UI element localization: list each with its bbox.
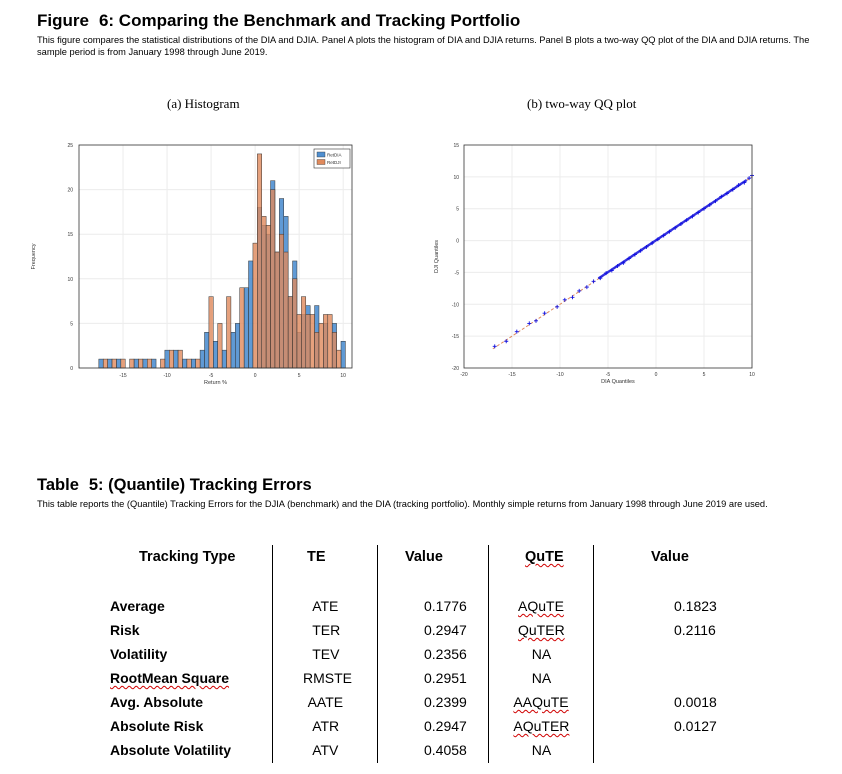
table-divider	[488, 545, 489, 763]
header-tracking-type: Tracking Type	[139, 549, 236, 565]
row-tracking-type: Avg. Absolute	[110, 694, 204, 710]
x-tick-label: -5	[605, 372, 611, 378]
row-qvalue: 0.0127	[674, 718, 717, 734]
y-tick-label: 0	[70, 366, 73, 372]
table-caption: This table reports the (Quantile) Tracking Errors for the DJIA (benchmark) and the DIA (tracking portfolio). Monthly simple returns from January 1998 through June 2019 are used.	[37, 499, 768, 509]
legend-label: RetDJI	[327, 160, 341, 165]
table-title-text: 5: (Quantile) Tracking Errors	[88, 476, 312, 494]
row-value: 0.2947	[424, 622, 467, 638]
panel-a-label: (a) Histogram	[167, 96, 240, 111]
row-value: 0.2947	[424, 718, 467, 734]
header-qute: QuTE	[525, 549, 564, 565]
x-tick-label: 10	[749, 372, 755, 378]
y-tick-label: 20	[67, 187, 73, 194]
row-te: TEV	[312, 646, 340, 662]
x-tick-label: 5	[702, 372, 706, 378]
row-value: 0.2399	[424, 694, 467, 710]
y-axis-label: DJI Quantiles	[434, 239, 440, 274]
x-tick-label: 0	[654, 372, 658, 378]
table-divider	[377, 545, 378, 763]
row-tracking-type: RootMean Square	[110, 670, 230, 686]
row-tracking-type: Absolute Volatility	[110, 742, 232, 758]
figure-caption: This figure compares the statistical distributions of the DIA and DJIA. Panel A plots the histogram of DIA and DJIA returns. Panel B plots a two-way QQ plot of the DIA and DJIA returns. The sample period is from January 1998 through June 2019.	[37, 35, 810, 57]
table-title	[37, 476, 312, 495]
row-te: ATE	[312, 598, 339, 614]
y-tick-label: 15	[67, 232, 73, 239]
y-tick-label: 5	[456, 206, 459, 213]
y-tick-label: 10	[67, 276, 73, 283]
x-tick-label: -5	[208, 373, 214, 379]
row-qute: AAQuTE	[513, 694, 569, 710]
row-te: ATR	[312, 718, 340, 734]
row-tracking-type: Risk	[110, 622, 140, 638]
y-tick-label: -10	[451, 302, 459, 309]
row-qvalue: 0.2116	[674, 622, 716, 638]
y-tick-label: 5	[70, 321, 73, 328]
y-tick-label: 10	[453, 174, 459, 181]
x-tick-label: -20	[460, 372, 468, 378]
x-axis-label: Return %	[204, 380, 227, 386]
header-value: Value	[405, 549, 443, 565]
row-tracking-type: Average	[110, 598, 165, 614]
y-tick-label: 25	[67, 143, 73, 149]
x-axis-label: DIA Quantiles	[601, 379, 635, 385]
row-te: ATV	[312, 742, 339, 758]
row-qute: QuTER	[518, 622, 565, 638]
figure-title-word: Figure	[37, 11, 89, 30]
row-value: 0.4058	[424, 742, 467, 758]
x-tick-label: -15	[508, 372, 516, 378]
row-qute: NA	[531, 742, 552, 758]
row-te: TER	[312, 622, 341, 638]
x-tick-label: -15	[119, 373, 127, 379]
header-te: TE	[307, 549, 326, 565]
y-axis-label: Frequency	[31, 243, 37, 270]
x-tick-label: 10	[340, 373, 346, 379]
table-divider	[272, 545, 273, 763]
y-tick-label: 0	[456, 238, 459, 245]
y-tick-label: -15	[451, 334, 459, 341]
figure-title-text: 6: Comparing the Benchmark and Tracking Portfolio	[98, 11, 521, 30]
legend-label: RetDIA	[327, 152, 342, 158]
row-qute: AQuTER	[513, 718, 570, 734]
row-qute: NA	[531, 646, 552, 662]
row-te: AATE	[307, 694, 344, 710]
table-divider	[593, 545, 594, 763]
y-tick-label: -5	[454, 270, 459, 277]
panel-b-label: (b) two-way QQ plot	[527, 96, 637, 111]
row-value: 0.2951	[424, 670, 467, 686]
x-tick-label: 0	[253, 373, 257, 379]
row-tracking-type: Absolute Risk	[110, 718, 204, 734]
header-qvalue: Value	[651, 549, 689, 565]
row-qute: NA	[531, 670, 552, 686]
x-tick-label: 5	[297, 373, 301, 379]
row-qvalue: 0.0018	[674, 694, 717, 710]
row-tracking-type: Volatility	[110, 646, 168, 662]
table-title-word: Table	[37, 476, 79, 494]
row-qvalue: 0.1823	[674, 598, 717, 614]
row-value: 0.1776	[424, 598, 467, 614]
row-te: RMSTE	[303, 670, 352, 686]
x-tick-label: -10	[163, 373, 171, 379]
row-qute: AQuTE	[518, 598, 564, 614]
y-tick-label: 15	[453, 143, 459, 149]
x-tick-label: -10	[556, 372, 564, 378]
y-tick-label: -20	[451, 366, 459, 372]
row-value: 0.2356	[424, 646, 467, 662]
